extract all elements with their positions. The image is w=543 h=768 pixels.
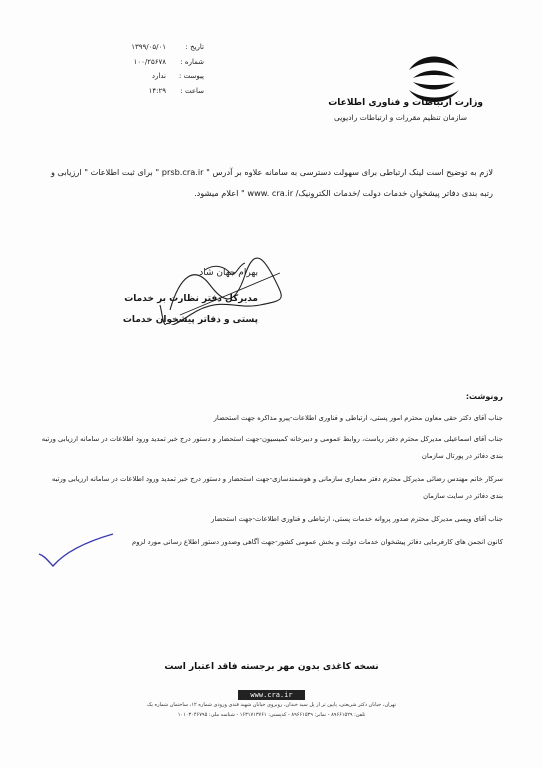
meta-number-label: شماره : [180, 57, 204, 66]
copy-item: جناب آقای دکتر حقی معاون محترم امور پستی، ارتباطی و فناوری اطلاعات-پیرو مذاکره جهت استحضار [213, 414, 503, 422]
copy-item: سرکار خانم مهندس رضائی مدیرکل محترم دفتر معماری سازمانی و هوشمندسازی-جهت استحضار و دستور درج خبر تمدید ورود اطلاعات در سامانه ارزیابی ورتبه بندی دفاتر در سایت سازمان [51, 475, 503, 500]
meta-time-label: ساعت : [180, 86, 204, 95]
signatory-title-line2: پستی و دفاتر پیشخوان خدمات [122, 315, 258, 325]
meta-date-value: ۱۳۹۹/۰۵/۰۱ [131, 43, 166, 51]
agency-name: سازمان تنظیم مقررات و ارتباطات رادیویی [333, 113, 467, 122]
letter-meta [84, 40, 204, 98]
signatory-title-line1: مدیرکل دفتر نظارت بر خدمات [124, 294, 258, 304]
meta-attachment-value: ندارد [151, 72, 166, 80]
copy-item: کانون انجمن های کارفرمایی دفاتر پیشخوان خدمات دولت و بخش عمومی کشور-جهت آگاهی وصدور دستور اطلاع رسانی مورد لزوم [132, 538, 503, 546]
meta-attachment-label: پیوست : [179, 72, 204, 80]
footer-address: تهران، خیابان دکتر شریعتی، پایین تر از پل سید خندان، روبروی خیابان شهید قندی ورودی شماره ۱۲، ساختمان شماره یک [147, 702, 396, 708]
copy-item: جناب آقای اسماعیلی مدیرکل محترم دفتر ریاست، روابط عمومی و دبیرخانه کمیسیون-جهت استحضار و دستور درج خبر تمدید ورود اطلاعات در سامانه ارزیابی ورتبه بندی دفاتر در پورتال سازمان [41, 435, 503, 460]
meta-date-label: تاریخ : [185, 43, 204, 51]
signatory-name: بهرام جهان شاد [199, 268, 258, 278]
meta-time-value: ۱۴:۲۹ [148, 86, 166, 95]
footer-address-block [60, 700, 483, 720]
footer-url: www.cra.ir [238, 690, 304, 700]
copies-heading: رونوشت: [465, 392, 503, 401]
footer-url-container [0, 682, 543, 701]
letter-body: لازم به توضیح است لینک ارتباطی برای سهولت دسترسی به سامانه علاوه بر آدرس " prsb.cra.ir " برای ثبت اطلاعات " ارزیابی و رتبه بندی دفاتر پیشخوان خدمات دولت /خدمات الکترونیک/ www. cra.ir " اعلام میشود. [50, 167, 493, 198]
meta-time [84, 84, 204, 99]
meta-number [84, 55, 204, 70]
meta-date [84, 40, 204, 55]
meta-number-value: ۱۰۰/۲۵۶۷۸ [133, 57, 166, 66]
footer-contacts: تلفن: ۸۹۶۶۱۵۲۹ - نمابر: ۸۹۶۶۱۵۳۹ - کدپستی: ۱۶۳۱۷۱۳۷۶۱ - شناسه ملی: ۱۰۱۰۳۰۴۶۷۹۵ [177, 712, 366, 718]
copy-item: جناب آقای ویسی مدیرکل محترم صدور پروانه خدمات پستی، ارتباطی و فناوری اطلاعات-جهت استحضار [211, 515, 503, 523]
footer-validity-note: نسخه کاغذی بدون مهر برجسته فاقد اعتبار است [164, 662, 379, 672]
check-mark-icon [35, 532, 115, 568]
meta-attachment [84, 69, 204, 84]
ministry-name: وزارت ارتباطات و فناوری اطلاعات [328, 98, 483, 108]
